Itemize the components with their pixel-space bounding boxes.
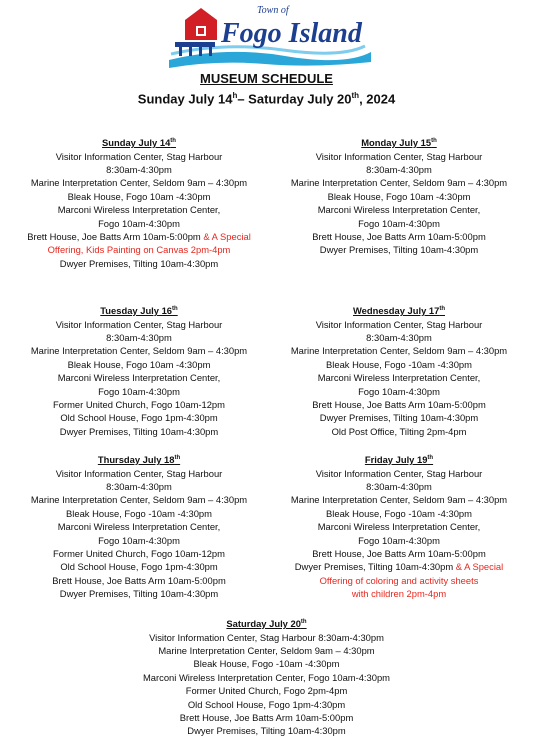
schedule-line <box>268 371 530 384</box>
schedule-line <box>8 257 270 270</box>
day-header <box>8 303 270 318</box>
schedule-line <box>268 150 530 163</box>
day-header <box>268 135 530 150</box>
day-block-saturday <box>0 616 533 738</box>
schedule-text: Bleak House, Fogo 10am -4:30pm <box>327 190 471 202</box>
schedule-line <box>8 176 270 189</box>
day-block-wednesday <box>268 303 530 438</box>
day-header-text: Saturday July 20 <box>226 618 301 630</box>
schedule-text: 8:30am-4:30pm <box>366 331 432 343</box>
schedule-text: Dwyer Premises, Tilting 10am-4:30pm <box>319 412 479 424</box>
schedule-line <box>8 480 270 493</box>
schedule-line: Old School House, Fogo 1pm-4:30pm <box>187 698 346 710</box>
schedule-line <box>268 534 530 547</box>
schedule-line <box>8 398 270 411</box>
subtitle-middle: – Saturday July 20 <box>237 91 352 107</box>
schedule-text: Dwyer Premises, Tilting 10am-4:30pm <box>294 561 454 573</box>
schedule-text: Marine Interpretation Center, Seldom 9am – 4:30pm <box>290 345 508 357</box>
schedule-text: Fogo 10am-4:30pm <box>98 385 180 397</box>
schedule-text: Brett House, Joe Batts Arm 10am-5:00pm <box>312 547 486 559</box>
schedule-line <box>268 203 530 216</box>
schedule-line <box>8 385 270 398</box>
schedule-line <box>268 243 530 256</box>
schedule-line <box>8 534 270 547</box>
schedule-line: Bleak House, Fogo -10am -4:30pm <box>193 658 340 670</box>
schedule-text: Dwyer Premises, Tilting 10am-4:30pm <box>319 244 479 256</box>
schedule-text: Fogo 10am-4:30pm <box>98 217 180 229</box>
day-header-text: Monday July 15 <box>361 137 432 149</box>
schedule-line <box>8 547 270 560</box>
schedule-line: Brett House, Joe Batts Arm 10am-5:00pm <box>179 711 354 723</box>
schedule-text: Fogo 10am-4:30pm <box>358 385 440 397</box>
schedule-line <box>268 331 530 344</box>
special-offering-text: & A Special <box>203 230 251 242</box>
special-offering-text: with children 2pm-4pm <box>351 588 447 600</box>
special-offering-text: Offering of coloring and activity sheets <box>319 574 479 586</box>
logo-name: Fogo Island <box>221 18 362 49</box>
day-header-text: Tuesday July 16 <box>100 305 173 317</box>
schedule-line <box>268 467 530 480</box>
schedule-text: Dwyer Premises, Tilting 10am-4:30pm <box>59 425 219 437</box>
schedule-line: Marine Interpretation Center, Seldom 9am – 4:30pm <box>158 644 375 656</box>
schedule-text: Old School House, Fogo 1pm-4:30pm <box>60 561 218 573</box>
schedule-text: Former United Church, Fogo 10am-12pm <box>53 398 225 410</box>
day-header-sup: th <box>172 306 178 312</box>
schedule-line <box>268 398 530 411</box>
day-block-friday <box>268 452 530 601</box>
schedule-line <box>8 358 270 371</box>
schedule-text: 8:30am-4:30pm <box>366 480 432 492</box>
schedule-line <box>268 318 530 331</box>
schedule-line <box>8 331 270 344</box>
day-header <box>268 303 530 318</box>
schedule-text: Marine Interpretation Center, Seldom 9am – 4:30pm <box>290 494 508 506</box>
schedule-text: Bleak House, Fogo -10am -4:30pm <box>326 358 472 370</box>
schedule-text: 8:30am-4:30pm <box>106 480 172 492</box>
schedule-text: Marine Interpretation Center, Seldom 9am – 4:30pm <box>30 345 248 357</box>
schedule-line <box>268 358 530 371</box>
logo-town-of: Town of <box>257 5 289 16</box>
dock-icon <box>175 42 215 47</box>
day-header-sup: th <box>174 455 181 461</box>
schedule-text: 8:30am-4:30pm <box>106 331 172 343</box>
schedule-text: Marine Interpretation Center, Seldom 9am – 4:30pm <box>30 177 248 189</box>
day-header <box>268 452 530 467</box>
schedule-text: Fogo 10am-4:30pm <box>358 534 440 546</box>
schedule-line <box>8 243 270 256</box>
subtitle-end-sup: th <box>351 91 360 100</box>
day-block-monday <box>268 135 530 257</box>
schedule-line: Visitor Information Center, Stag Harbour 8:30am-4:30pm <box>149 631 384 643</box>
schedule-line <box>8 425 270 438</box>
schedule-line <box>268 163 530 176</box>
schedule-line <box>8 203 270 216</box>
schedule-line <box>8 318 270 331</box>
schedule-line <box>8 190 270 203</box>
day-header-text: Thursday July 18 <box>97 454 175 466</box>
day-header <box>0 616 533 631</box>
schedule-line <box>268 480 530 493</box>
schedule-line <box>268 574 530 587</box>
schedule-line <box>268 230 530 243</box>
schedule-text: Marconi Wireless Interpretation Center, <box>57 521 221 533</box>
schedule-text: Visitor Information Center, Stag Harbour <box>315 150 483 162</box>
schedule-line <box>8 150 270 163</box>
day-block-tuesday <box>8 303 270 438</box>
schedule-text: Dwyer Premises, Tilting 10am-4:30pm <box>59 588 219 600</box>
subtitle-start: Sunday July 14 <box>137 91 233 107</box>
day-header-text: Sunday July 14 <box>102 137 171 149</box>
schedule-line <box>8 230 270 243</box>
schedule-text: Bleak House, Fogo 10am -4:30pm <box>67 358 211 370</box>
schedule-line <box>268 520 530 533</box>
day-header <box>8 452 270 467</box>
schedule-line <box>8 520 270 533</box>
schedule-line <box>8 411 270 424</box>
schedule-line <box>268 507 530 520</box>
schedule-line <box>8 493 270 506</box>
date-range-subtitle <box>0 91 533 106</box>
schedule-text: Marconi Wireless Interpretation Center, <box>57 372 221 384</box>
schedule-line <box>8 560 270 573</box>
subtitle-start-sup: h <box>232 91 238 100</box>
schedule-line <box>8 574 270 587</box>
schedule-text: Marconi Wireless Interpretation Center, <box>57 204 221 216</box>
schedule-text: Brett House, Joe Batts Arm 10am-5:00pm <box>312 398 486 410</box>
schedule-line <box>268 176 530 189</box>
schedule-line <box>268 560 530 573</box>
schedule-line <box>268 190 530 203</box>
schedule-text: Dwyer Premises, Tilting 10am-4:30pm <box>59 257 219 269</box>
schedule-text: Visitor Information Center, Stag Harbour <box>315 467 483 479</box>
day-block-thursday <box>8 452 270 601</box>
schedule-line <box>8 507 270 520</box>
schedule-text: Visitor Information Center, Stag Harbour <box>55 467 223 479</box>
schedule-text: 8:30am-4:30pm <box>106 163 172 175</box>
schedule-line <box>8 467 270 480</box>
day-header <box>8 135 270 150</box>
schedule-text: Brett House, Joe Batts Arm 10am-5:00pm <box>312 230 486 242</box>
day-block-sunday <box>8 135 270 270</box>
schedule-line <box>8 217 270 230</box>
schedule-line <box>268 344 530 357</box>
day-header-sup: th <box>427 455 434 461</box>
schedule-text: Visitor Information Center, Stag Harbour <box>55 318 223 330</box>
schedule-text: Brett House, Joe Batts Arm 10am-5:00pm <box>27 230 201 242</box>
schedule-text: Brett House, Joe Batts Arm 10am-5:00pm <box>52 574 226 586</box>
schedule-text: Marine Interpretation Center, Seldom 9am – 4:30pm <box>290 177 508 189</box>
schedule-text: Old School House, Fogo 1pm-4:30pm <box>60 412 218 424</box>
schedule-text: Bleak House, Fogo -10am -4:30pm <box>66 507 212 519</box>
schedule-text: Marine Interpretation Center, Seldom 9am – 4:30pm <box>30 494 248 506</box>
day-header-text: Wednesday July 17 <box>353 305 440 317</box>
day-header-sup: th <box>300 619 307 625</box>
special-offering-text: & A Special <box>455 561 504 573</box>
day-header-sup: th <box>170 138 176 144</box>
town-logo <box>165 2 375 70</box>
schedule-text: Visitor Information Center, Stag Harbour <box>315 318 483 330</box>
schedule-text: Fogo 10am-4:30pm <box>98 534 180 546</box>
special-offering-text: Offering, Kids Painting on Canvas 2pm-4pm <box>47 244 231 256</box>
schedule-line: Dwyer Premises, Tilting 10am-4:30pm <box>187 725 346 737</box>
schedule-text: Marconi Wireless Interpretation Center, <box>317 204 481 216</box>
schedule-line <box>268 425 530 438</box>
schedule-text: Marconi Wireless Interpretation Center, <box>317 372 481 384</box>
schedule-text: Bleak House, Fogo 10am -4:30pm <box>67 190 211 202</box>
schedule-line: Marconi Wireless Interpretation Center, Fogo 10am-4:30pm <box>143 671 390 683</box>
schedule-line <box>268 411 530 424</box>
schedule-text: 8:30am-4:30pm <box>366 163 432 175</box>
schedule-line <box>268 385 530 398</box>
schedule-text: Bleak House, Fogo -10am -4:30pm <box>326 507 472 519</box>
schedule-line <box>8 344 270 357</box>
schedule-text: Visitor Information Center, Stag Harbour <box>55 150 223 162</box>
day-header-text: Friday July 19 <box>364 454 428 466</box>
schedule-line <box>8 163 270 176</box>
schedule-text: Fogo 10am-4:30pm <box>358 217 440 229</box>
page-title: MUSEUM SCHEDULE <box>200 71 333 86</box>
schedule-text: Old Post Office, Tilting 2pm-4pm <box>331 425 467 437</box>
schedule-line <box>268 493 530 506</box>
schedule-line <box>8 371 270 384</box>
schedule-line <box>268 587 530 600</box>
subtitle-year: , 2024 <box>359 91 396 107</box>
day-header-sup: th <box>431 138 437 144</box>
schedule-line <box>268 217 530 230</box>
schedule-line <box>8 587 270 600</box>
day-header-sup: th <box>439 306 445 312</box>
schedule-text: Marconi Wireless Interpretation Center, <box>317 521 481 533</box>
schedule-line: Former United Church, Fogo 2pm-4pm <box>185 685 348 697</box>
schedule-text: Former United Church, Fogo 10am-12pm <box>53 547 225 559</box>
schedule-line <box>268 547 530 560</box>
